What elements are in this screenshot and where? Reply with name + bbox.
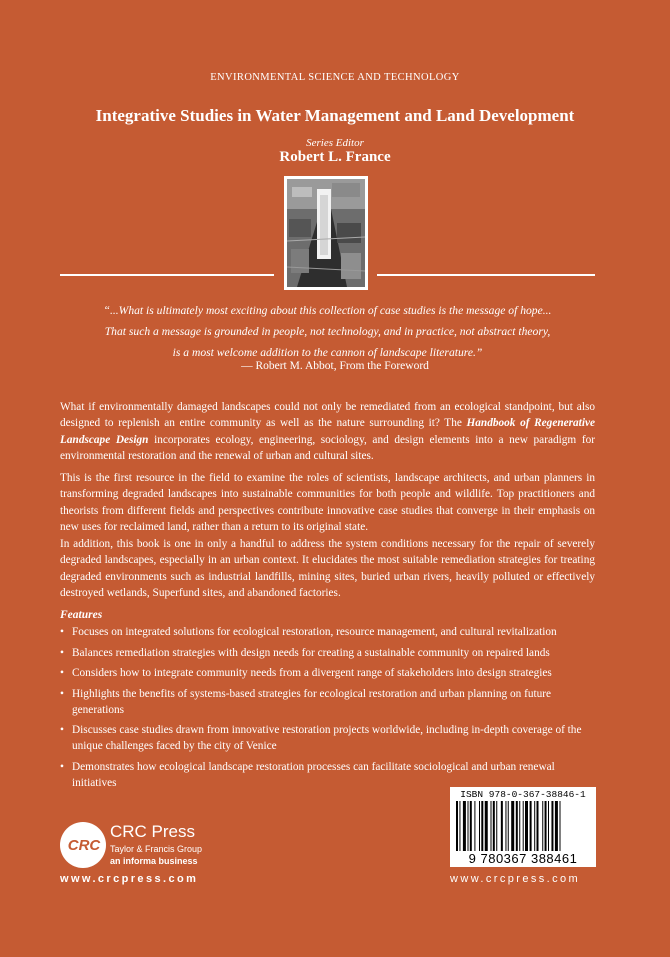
barcode-bar	[496, 801, 497, 851]
bullet-icon: •	[60, 760, 64, 773]
barcode-bar	[523, 801, 524, 851]
description-paragraph-2: This is the first resource in the field to examine the roles of scientists, landscape architects, and urban planners in transforming degraded landscapes into sustainable communities for both people and wildlife. Top practitioners and theorists from different fields and perspectives contribute innovative case studies that converge in their emphasis on new uses for reclaimed land, rather than a return to its original state.	[60, 472, 595, 534]
barcode-bar	[511, 801, 514, 851]
barcode-bar	[501, 801, 503, 851]
barcode-bar	[459, 801, 460, 851]
feature-item	[60, 686, 595, 718]
isbn-barcode	[450, 787, 596, 867]
publisher-logo	[60, 818, 260, 878]
bullet-icon: •	[60, 626, 64, 638]
barcode-bar	[555, 801, 558, 851]
quote-attribution: — Robert M. Abbot, From the Foreword	[241, 360, 429, 372]
feature-item	[60, 722, 595, 754]
paragraph-text: What if environmentally damaged landscapes could not only be remediated from an ecological standpoint, but also designed to replenish an entire community as well as the nature surrounding it? The	[60, 401, 595, 430]
barcode-bar	[470, 801, 472, 851]
barcode-bar	[474, 801, 475, 851]
description-paragraph-3: In addition, this book is one in only a handful to address the system conditions necessary for the repair of severely degraded landscapes, especially in an urban context. It elucidates the most suitable remediation strategies for treating degraded environments such as industrial landfills, mining sites, buried urban rivers, heavily polluted or effectively destroyed wetlands, Superfund sites, and abandoned factories.	[60, 538, 595, 600]
barcode-bar	[505, 801, 506, 851]
divider-right	[377, 274, 595, 276]
paragraph-text: incorporates ecology, engineering, sociology, and design elements into a new paradigm for environmental restoration and the renewal of urban and cultural sites.	[60, 433, 595, 463]
barcode-number: 9 780367 388461	[468, 851, 578, 866]
cover-photo	[284, 176, 368, 290]
barcode-bar	[525, 801, 528, 851]
bullet-icon: •	[60, 724, 64, 737]
publisher-business: an informa business	[110, 856, 198, 866]
barcode-bar	[485, 801, 488, 851]
quote-line: is a most welcome addition to the cannon of landscape literature.”	[172, 346, 483, 359]
foreword-quote	[60, 300, 595, 363]
barcode-bar	[530, 801, 532, 851]
barcode-bar	[537, 801, 539, 851]
feature-item	[60, 645, 595, 661]
barcode-bar	[534, 801, 535, 851]
barcode-bar	[545, 801, 547, 851]
feature-text: Discusses case studies drawn from innovative restoration projects worldwide, including in-depth coverage of the unique challenges faced by the city of Venice	[72, 724, 582, 753]
barcode-bar	[456, 801, 458, 851]
feature-text: Considers how to integrate community needs from a divergent range of stakeholders into design strategies	[72, 667, 552, 679]
feature-text: Highlights the benefits of systems-based strategies for ecological restoration and urban planning on future generations	[72, 687, 552, 716]
bullet-icon: •	[60, 687, 64, 700]
series-editor-name: Robert L. France	[279, 149, 391, 165]
barcode-bar	[542, 801, 543, 851]
handbook-title: Handbook of Regenerative Landscape Design	[60, 417, 595, 446]
features-list	[60, 624, 595, 796]
description-paragraph-1	[60, 399, 595, 465]
publisher-url[interactable]: www.crcpress.com	[60, 873, 199, 885]
barcode-bar	[551, 801, 553, 851]
series-label: ENVIRONMENTAL SCIENCE AND TECHNOLOGY	[210, 72, 460, 83]
barcode-bar	[508, 801, 509, 851]
feature-text: Balances remediation strategies with design needs for creating a sustainable community on repaired lands	[72, 646, 550, 659]
barcode-bars	[456, 801, 590, 851]
barcode-bar	[519, 801, 520, 851]
bullet-icon: •	[60, 667, 64, 679]
quote-line: “...What is ultimately most exciting about this collection of case studies is the message of hope...	[103, 304, 552, 317]
crc-logo-text: CRC	[67, 837, 101, 854]
barcode-bar	[481, 801, 483, 851]
series-editor-label: Series Editor	[306, 137, 364, 149]
barcode-url[interactable]: www.crcpress.com	[450, 873, 581, 885]
barcode-bar	[468, 801, 469, 851]
features-heading: Features	[60, 609, 103, 621]
aerial-photo-image	[287, 179, 365, 287]
barcode-bar	[516, 801, 518, 851]
publisher-group: Taylor & Francis Group	[110, 844, 203, 854]
series-title: Integrative Studies in Water Management and Land Development	[95, 106, 575, 125]
barcode-bar	[463, 801, 466, 851]
publisher-name: CRC Press	[110, 822, 196, 841]
barcode-bar	[491, 801, 492, 851]
bullet-icon: •	[60, 646, 64, 659]
isbn-text: ISBN 978-0-367-38846-1	[460, 789, 586, 800]
quote-line: That such a message is grounded in people, not technology, and in practice, not abstract theory,	[104, 325, 551, 338]
barcode-bar	[479, 801, 480, 851]
barcode-bar	[548, 801, 549, 851]
feature-item	[60, 665, 595, 681]
feature-text: Focuses on integrated solutions for ecological restoration, resource management, and cultural revitalization	[72, 626, 557, 638]
feature-item	[60, 624, 595, 640]
barcode-bar	[493, 801, 495, 851]
divider-left	[60, 274, 274, 276]
barcode-bar	[560, 801, 561, 851]
feature-text: Demonstrates how ecological landscape restoration processes can facilitate sociological and urban renewal initiatives	[72, 760, 555, 790]
